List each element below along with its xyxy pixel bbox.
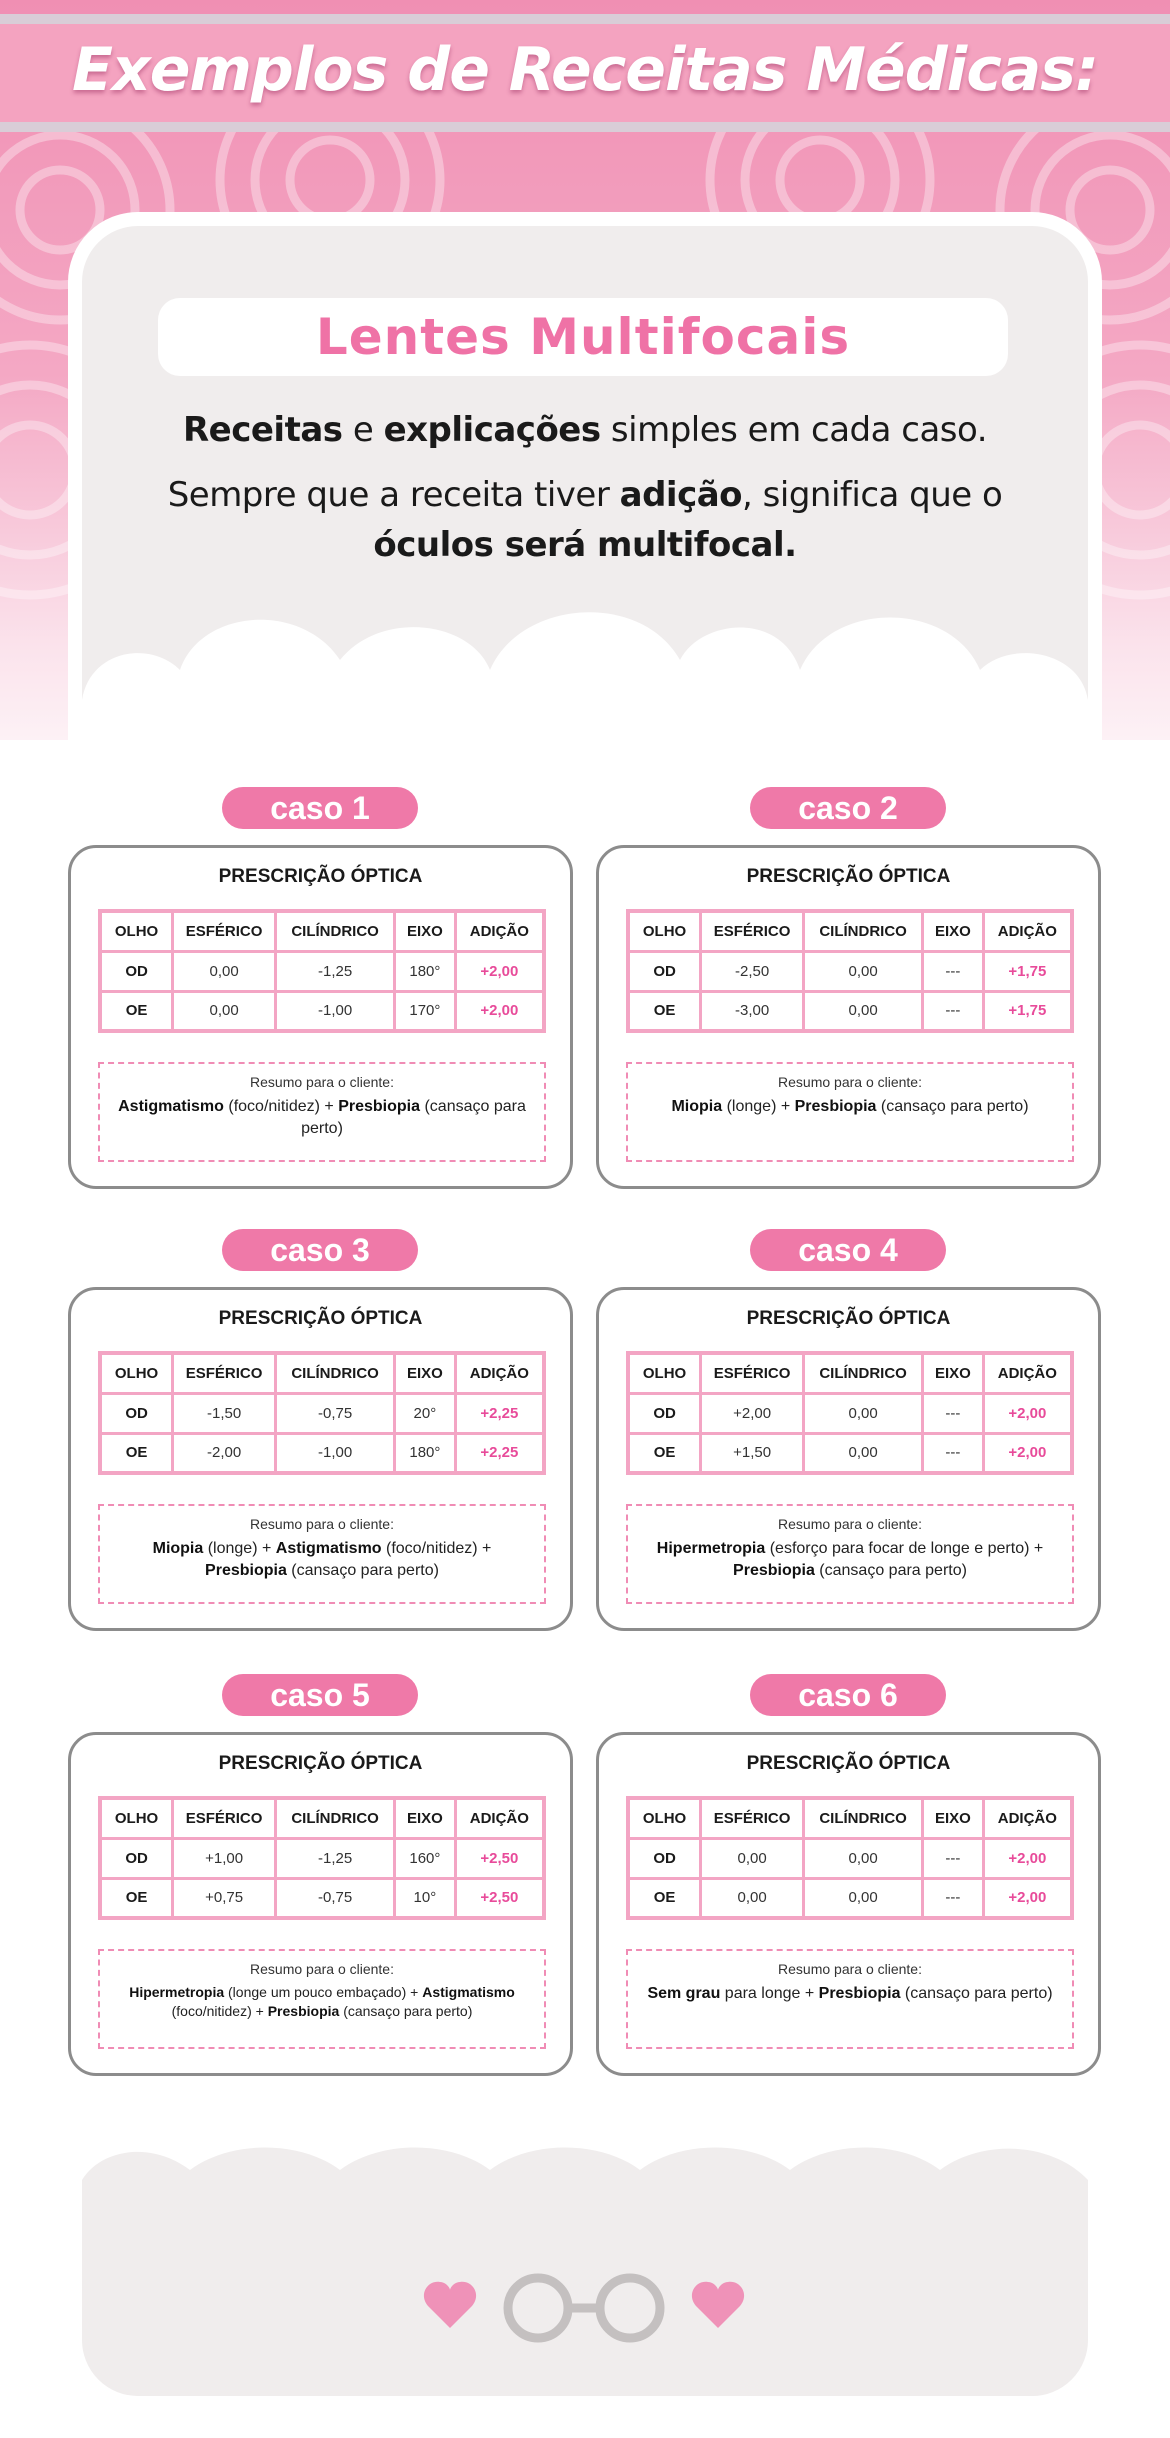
table-row (628, 991, 1072, 1031)
table-cell: +1,50 (701, 1433, 804, 1473)
table-header: EIXO (923, 1353, 984, 1393)
table-cell: OE (100, 1878, 173, 1918)
table-header: EIXO (395, 911, 456, 951)
summary-label: Resumo para o cliente: (250, 1961, 394, 1977)
table-header: ESFÉRICO (173, 1353, 276, 1393)
table-cell: -3,00 (701, 991, 804, 1031)
card-title: PRESCRIÇÃO ÓPTICA (218, 866, 423, 887)
table-header: EIXO (395, 1798, 456, 1838)
table-cell: --- (923, 1878, 984, 1918)
table-cell: +2,25 (455, 1433, 544, 1473)
summary-label: Resumo para o cliente: (250, 1516, 394, 1532)
table-cell: +2,00 (455, 991, 544, 1031)
table-cell: +2,00 (701, 1393, 804, 1433)
table-cell: -1,50 (173, 1393, 276, 1433)
prescription-table (626, 1796, 1074, 1920)
table-cell: --- (923, 951, 984, 991)
table-cell: 10° (395, 1878, 456, 1918)
table-cell: +2,50 (455, 1878, 544, 1918)
table-cell: OD (100, 951, 173, 991)
client-summary (626, 1949, 1074, 2049)
table-cell: 0,00 (173, 991, 276, 1031)
case-label: caso 4 (750, 1229, 946, 1271)
table-row (628, 1433, 1072, 1473)
page-title: Exemplos de Receitas Médicas: (72, 35, 1098, 105)
table-cell: 0,00 (804, 1838, 923, 1878)
table-row (100, 991, 544, 1031)
table-header: ADIÇÃO (983, 1353, 1072, 1393)
prescription-card (68, 845, 573, 1189)
table-cell: OD (100, 1393, 173, 1433)
table-cell: --- (923, 1433, 984, 1473)
summary-text: Astigmatismo (foco/nitidez) + Presbiopia (cansaço para perto) (118, 1098, 526, 1137)
table-cell: -1,00 (276, 991, 395, 1031)
table-cell: +2,00 (455, 951, 544, 991)
table-cell: 0,00 (173, 951, 276, 991)
client-summary (626, 1504, 1074, 1604)
table-cell: +0,75 (173, 1878, 276, 1918)
table-cell: +2,00 (983, 1393, 1072, 1433)
table-cell: 0,00 (701, 1838, 804, 1878)
table-cell: 0,00 (804, 991, 923, 1031)
heart-icon (692, 2282, 744, 2328)
card-title: PRESCRIÇÃO ÓPTICA (746, 1753, 951, 1774)
table-cell: 0,00 (804, 1393, 923, 1433)
table-header: OLHO (100, 911, 173, 951)
table-row (100, 1878, 544, 1918)
client-summary (98, 1949, 546, 2049)
table-row (628, 1393, 1072, 1433)
client-summary (98, 1504, 546, 1604)
table-cell: -2,50 (701, 951, 804, 991)
table-cell: OE (100, 991, 173, 1031)
table-cell: OE (628, 1433, 701, 1473)
intro-line-1: Receitas e explicações simples em cada caso. (182, 410, 988, 450)
table-cell: -1,25 (276, 1838, 395, 1878)
table-header: ADIÇÃO (455, 911, 544, 951)
table-cell: +2,25 (455, 1393, 544, 1433)
table-header: EIXO (923, 1798, 984, 1838)
table-row (628, 1838, 1072, 1878)
card-title: PRESCRIÇÃO ÓPTICA (218, 1753, 423, 1774)
table-header: OLHO (628, 1353, 701, 1393)
table-cell: OD (100, 1838, 173, 1878)
table-cell: +2,50 (455, 1838, 544, 1878)
table-header: CILÍNDRICO (804, 1353, 923, 1393)
table-header: ESFÉRICO (701, 911, 804, 951)
prescription-table (98, 1796, 546, 1920)
footer-icons (420, 2268, 750, 2358)
summary-text: Hipermetropia (longe um pouco embaçado) + Astigmatismo (foco/nitidez) + Presbiopia (cansaço para perto) (129, 1984, 515, 2019)
intro-line-3: óculos será multifocal. (373, 525, 797, 565)
table-cell: -0,75 (276, 1878, 395, 1918)
table-cell: +2,00 (983, 1838, 1072, 1878)
table-header: OLHO (628, 911, 701, 951)
table-cell: 20° (395, 1393, 456, 1433)
summary-label: Resumo para o cliente: (778, 1961, 922, 1977)
table-row (628, 1878, 1072, 1918)
prescription-table (98, 1351, 546, 1475)
table-cell: +1,00 (173, 1838, 276, 1878)
heart-icon (424, 2282, 476, 2328)
subtitle-pill: Lentes Multifocais (158, 298, 1008, 376)
table-cell: OE (100, 1433, 173, 1473)
prescription-table (626, 1351, 1074, 1475)
table-row (100, 951, 544, 991)
card-title: PRESCRIÇÃO ÓPTICA (218, 1308, 423, 1329)
summary-label: Resumo para o cliente: (250, 1074, 394, 1090)
table-cell: -1,00 (276, 1433, 395, 1473)
table-header: OLHO (628, 1798, 701, 1838)
table-cell: 0,00 (804, 951, 923, 991)
table-header: ADIÇÃO (455, 1353, 544, 1393)
prescription-card (68, 1287, 573, 1631)
table-cell: 0,00 (701, 1878, 804, 1918)
prescription-card (596, 845, 1101, 1189)
summary-text: Miopia (longe) + Presbiopia (cansaço para perto) (671, 1098, 1029, 1115)
table-cell: 180° (395, 1433, 456, 1473)
table-cell: 170° (395, 991, 456, 1031)
table-cell: +2,00 (983, 1878, 1072, 1918)
table-header: CILÍNDRICO (804, 911, 923, 951)
card-title: PRESCRIÇÃO ÓPTICA (746, 866, 951, 887)
summary-label: Resumo para o cliente: (778, 1516, 922, 1532)
table-header: ADIÇÃO (983, 911, 1072, 951)
table-row (100, 1393, 544, 1433)
table-row (100, 1838, 544, 1878)
client-summary (626, 1062, 1074, 1162)
table-cell: --- (923, 1393, 984, 1433)
case-label: caso 5 (222, 1674, 418, 1716)
prescription-table (98, 909, 546, 1033)
case-label: caso 3 (222, 1229, 418, 1271)
table-cell: +1,75 (983, 991, 1072, 1031)
table-cell: 0,00 (804, 1878, 923, 1918)
table-header: OLHO (100, 1798, 173, 1838)
table-header: EIXO (923, 911, 984, 951)
table-header: ESFÉRICO (701, 1798, 804, 1838)
table-cell: OE (628, 991, 701, 1031)
table-cell: 0,00 (804, 1433, 923, 1473)
table-cell: -2,00 (173, 1433, 276, 1473)
table-cell: -1,25 (276, 951, 395, 991)
table-cell: OE (628, 1878, 701, 1918)
table-header: EIXO (395, 1353, 456, 1393)
table-cell: --- (923, 991, 984, 1031)
table-header: ESFÉRICO (173, 911, 276, 951)
case-label: caso 1 (222, 787, 418, 829)
prescription-card (596, 1732, 1101, 2076)
table-cell: 180° (395, 951, 456, 991)
table-header: ADIÇÃO (455, 1798, 544, 1838)
table-row (100, 1433, 544, 1473)
prescription-card (596, 1287, 1101, 1631)
summary-text: Sem grau para longe + Presbiopia (cansaço para perto) (647, 1985, 1053, 2002)
summary-text: Hipermetropia (esforço para focar de longe e perto) + Presbiopia (cansaço para perto) (656, 1540, 1044, 1579)
table-cell: -0,75 (276, 1393, 395, 1433)
table-cell: OD (628, 951, 701, 991)
client-summary (98, 1062, 546, 1162)
table-header: CILÍNDRICO (276, 911, 395, 951)
card-title: PRESCRIÇÃO ÓPTICA (746, 1308, 951, 1329)
table-header: CILÍNDRICO (276, 1798, 395, 1838)
table-header: ESFÉRICO (173, 1798, 276, 1838)
cloud-divider (0, 590, 1170, 760)
summary-label: Resumo para o cliente: (778, 1074, 922, 1090)
intro-line-2: Sempre que a receita tiver adição, significa que o (167, 475, 1003, 515)
table-cell: 160° (395, 1838, 456, 1878)
table-header: ESFÉRICO (701, 1353, 804, 1393)
glasses-icon (508, 2278, 660, 2338)
case-label: caso 2 (750, 787, 946, 829)
table-cell: +2,00 (983, 1433, 1072, 1473)
prescription-table (626, 909, 1074, 1033)
table-cell: --- (923, 1838, 984, 1878)
table-cell: +1,75 (983, 951, 1072, 991)
table-header: ADIÇÃO (983, 1798, 1072, 1838)
case-label: caso 6 (750, 1674, 946, 1716)
table-cell: OD (628, 1393, 701, 1433)
table-row (628, 951, 1072, 991)
summary-text: Miopia (longe) + Astigmatismo (foco/nitidez) + Presbiopia (cansaço para perto) (152, 1540, 492, 1579)
table-header: CILÍNDRICO (804, 1798, 923, 1838)
table-header: OLHO (100, 1353, 173, 1393)
prescription-card (68, 1732, 573, 2076)
table-header: CILÍNDRICO (276, 1353, 395, 1393)
cloud-bottom (0, 2140, 1170, 2220)
table-cell: OD (628, 1838, 701, 1878)
